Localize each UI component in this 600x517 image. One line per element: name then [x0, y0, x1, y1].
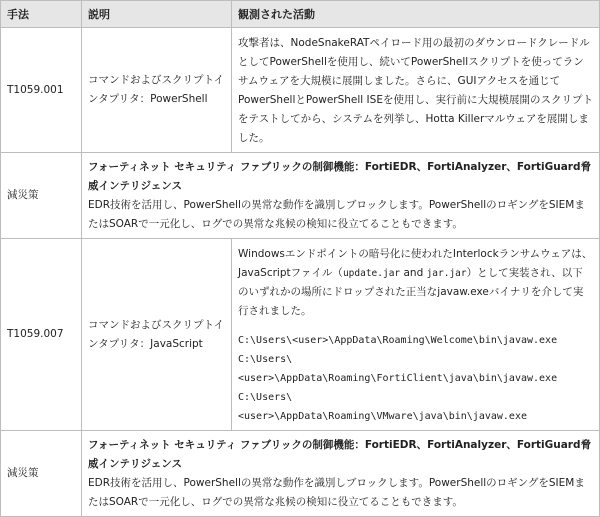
path-line: <user>\AppData\Roaming\FortiClient\java\bin\javaw.exe — [238, 373, 558, 384]
mitigation-body: EDR技術を活用し、PowerShellの異常な動作を識別しブロックします。PowerShellのロギングをSIEMまたはSOARで一元化し、ログでの異常な兆候の検知に役立てることもできます。 — [88, 199, 585, 230]
observed-activity: 攻撃者は、NodeSnakeRATペイロード用の最初のダウンロードクレードルとしてPowerShellを使用し、続いてPowerShellスクリプトを使ってランサムウェアを大規模に展開しました。さらに、GUIアクセスを通じてPowerShellとPowerShell ISEを使用し、実行前に大規模展開のスクリプトをテストしてから、システムを列挙し、Hotta Killerマルウェアを展開しました。 — [232, 28, 600, 153]
mitigation-content — [82, 153, 600, 239]
header-activity: 観測された活動 — [232, 1, 600, 28]
mitigation-title: フォーティネット セキュリティ ファブリックの制御機能：FortiEDR、FortiAnalyzer、FortiGuard脅威インテリジェンス — [88, 439, 592, 470]
header-row — [1, 1, 600, 28]
mitigation-content — [82, 431, 600, 517]
mitigation-title: フォーティネット セキュリティ ファブリックの制御機能：FortiEDR、FortiAnalyzer、FortiGuard脅威インテリジェンス — [88, 161, 592, 192]
mitigation-label: 減災策 — [1, 153, 82, 239]
path-line: <user>\AppData\Roaming\VMware\java\bin\javaw.exe — [238, 411, 527, 422]
path-line: C:\Users\<user>\AppData\Roaming\Welcome\bin\javaw.exe — [238, 335, 558, 346]
path-line: C:\Users\ — [238, 354, 293, 365]
mitigation-row — [1, 153, 600, 239]
observed-activity — [232, 239, 600, 431]
path-list — [238, 331, 593, 426]
header-technique: 手法 — [1, 1, 82, 28]
activity-text-post: ）として実装され、以下のいずれかの場所にドロップされた正当なjavaw.exeバイナリを介して実行されました。 — [238, 267, 584, 317]
mitigation-body: EDR技術を活用し、PowerShellの異常な動作を識別しブロックします。PowerShellのロギングをSIEMまたはSOARで一元化し、ログでの異常な兆候の検知に役立てることもできます。 — [88, 477, 585, 508]
table-row — [1, 239, 600, 431]
technique-id: T1059.007 — [1, 239, 82, 431]
file-name: jar.jar — [426, 268, 467, 279]
mitigation-row — [1, 431, 600, 517]
table-row — [1, 28, 600, 153]
file-name: update.jar — [342, 268, 401, 279]
technique-id: T1059.001 — [1, 28, 82, 153]
activity-text-pre: Windowsエンドポイントの暗号化に使われたInterlockランサムウェアは、JavaScriptファイル（ — [238, 248, 593, 279]
path-line: C:\Users\ — [238, 392, 293, 403]
technique-description: コマンドおよびスクリプトインタプリタ：PowerShell — [82, 28, 232, 153]
mitigation-label: 減災策 — [1, 431, 82, 517]
technique-description: コマンドおよびスクリプトインタプリタ：JavaScript — [82, 239, 232, 431]
activity-and: and — [400, 267, 427, 279]
header-description: 説明 — [82, 1, 232, 28]
